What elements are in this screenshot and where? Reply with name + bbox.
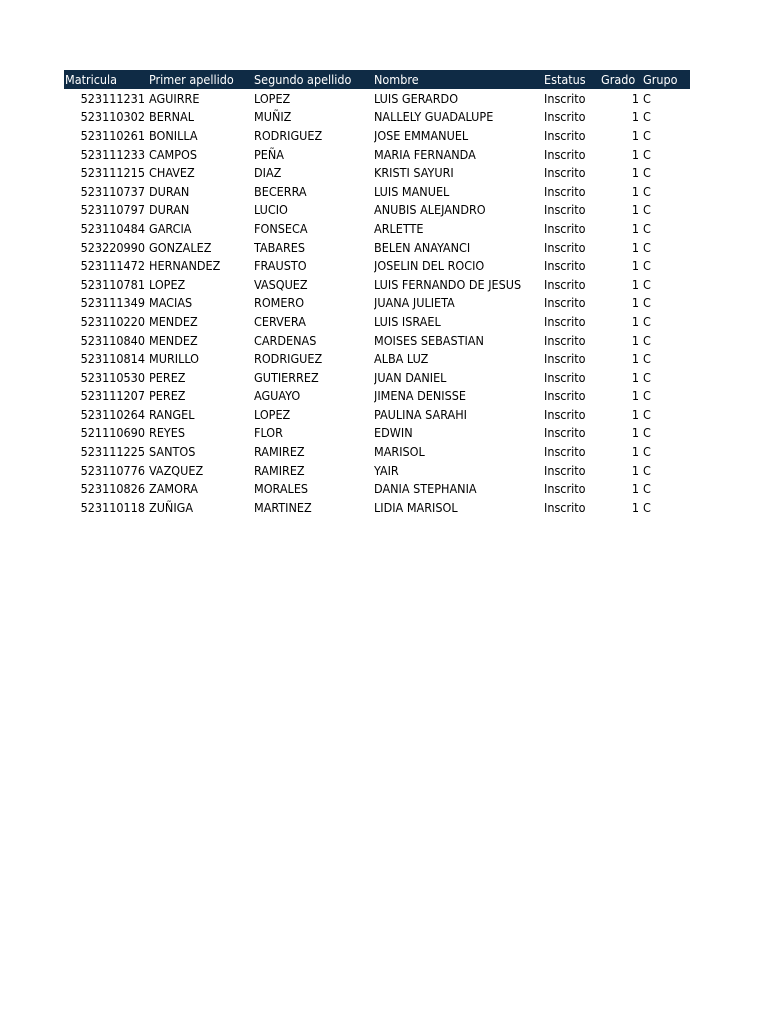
cell-estatus: Inscrito [544, 220, 586, 236]
cell-grupo: C [643, 183, 651, 199]
cell-matricula: 523110530 [80, 369, 145, 385]
cell-nombre: LUIS GERARDO [374, 90, 459, 106]
cell-estatus: Inscrito [544, 369, 586, 385]
cell-estatus: Inscrito [544, 444, 586, 460]
cell-grado: 1 [631, 369, 639, 385]
cell-primer-apellido: DURAN [149, 183, 190, 199]
cell-grupo: C [643, 444, 651, 460]
cell-segundo-apellido: CARDENAS [254, 332, 317, 348]
cell-matricula: 523110220 [80, 313, 145, 329]
cell-nombre: MOISES SEBASTIAN [374, 332, 484, 348]
cell-grado: 1 [631, 444, 639, 460]
cell-nombre: NALLELY GUADALUPE [374, 109, 494, 125]
cell-estatus: Inscrito [544, 406, 586, 422]
cell-nombre: LUIS ISRAEL [374, 313, 441, 329]
cell-grado: 1 [631, 146, 639, 162]
cell-segundo-apellido: AGUAYO [254, 388, 301, 404]
cell-segundo-apellido: BECERRA [254, 183, 307, 199]
cell-matricula: 523110781 [80, 276, 145, 292]
cell-primer-apellido: MENDEZ [149, 313, 198, 329]
cell-segundo-apellido: FONSECA [254, 220, 308, 236]
cell-primer-apellido: PEREZ [149, 388, 186, 404]
cell-estatus: Inscrito [544, 258, 586, 274]
cell-grado: 1 [631, 406, 639, 422]
cell-grupo: C [643, 388, 651, 404]
cell-segundo-apellido: VASQUEZ [254, 276, 308, 292]
cell-grupo: C [643, 239, 651, 255]
cell-grado: 1 [631, 127, 639, 143]
cell-estatus: Inscrito [544, 109, 586, 125]
table-row [64, 405, 690, 424]
cell-matricula: 523110814 [80, 351, 145, 367]
cell-grado: 1 [631, 165, 639, 181]
cell-matricula: 523110118 [80, 499, 145, 515]
cell-grado: 1 [631, 313, 639, 329]
cell-primer-apellido: LOPEZ [149, 276, 186, 292]
cell-nombre: ARLETTE [374, 220, 424, 236]
table-row [64, 163, 690, 182]
cell-grupo: C [643, 146, 651, 162]
cell-nombre: MARIA FERNANDA [374, 146, 476, 162]
cell-primer-apellido: HERNANDEZ [149, 258, 221, 274]
cell-nombre: KRISTI SAYURI [374, 165, 454, 181]
table-row [64, 349, 690, 368]
cell-segundo-apellido: FLOR [254, 425, 283, 441]
cell-estatus: Inscrito [544, 313, 586, 329]
cell-primer-apellido: BERNAL [149, 109, 194, 125]
cell-segundo-apellido: FRAUSTO [254, 258, 307, 274]
cell-grado: 1 [631, 183, 639, 199]
table-header-row [64, 70, 690, 89]
table-row [64, 479, 690, 498]
table-row [64, 312, 690, 331]
cell-nombre: ANUBIS ALEJANDRO [374, 202, 486, 218]
cell-grupo: C [643, 425, 651, 441]
cell-segundo-apellido: LUCIO [254, 202, 288, 218]
cell-grupo: C [643, 332, 651, 348]
cell-matricula: 523110261 [80, 127, 145, 143]
table-row [64, 294, 690, 313]
table-row [64, 145, 690, 164]
cell-primer-apellido: AGUIRRE [149, 90, 200, 106]
cell-segundo-apellido: CERVERA [254, 313, 306, 329]
cell-estatus: Inscrito [544, 239, 586, 255]
cell-segundo-apellido: GUTIERREZ [254, 369, 319, 385]
cell-nombre: YAIR [374, 462, 399, 478]
cell-grado: 1 [631, 462, 639, 478]
cell-estatus: Inscrito [544, 351, 586, 367]
cell-nombre: LUIS FERNANDO DE JESUS [374, 276, 522, 292]
cell-nombre: MARISOL [374, 444, 425, 460]
cell-segundo-apellido: PEÑA [254, 146, 284, 162]
cell-grado: 1 [631, 258, 639, 274]
cell-segundo-apellido: LOPEZ [254, 406, 291, 422]
cell-primer-apellido: DURAN [149, 202, 190, 218]
cell-grado: 1 [631, 202, 639, 218]
cell-matricula: 523111349 [80, 295, 145, 311]
table-row [64, 368, 690, 387]
cell-primer-apellido: RANGEL [149, 406, 195, 422]
cell-grupo: C [643, 462, 651, 478]
cell-segundo-apellido: RAMIREZ [254, 444, 305, 460]
cell-grupo: C [643, 295, 651, 311]
cell-primer-apellido: BONILLA [149, 127, 198, 143]
cell-matricula: 523110737 [80, 183, 145, 199]
cell-segundo-apellido: ROMERO [254, 295, 305, 311]
header-matricula: Matricula [65, 72, 118, 87]
cell-grado: 1 [631, 425, 639, 441]
cell-estatus: Inscrito [544, 388, 586, 404]
cell-matricula: 523111231 [80, 90, 145, 106]
cell-estatus: Inscrito [544, 499, 586, 515]
cell-nombre: DANIA STEPHANIA [374, 481, 477, 497]
header-grupo: Grupo [643, 72, 678, 87]
cell-estatus: Inscrito [544, 276, 586, 292]
table-row [64, 424, 690, 443]
cell-grado: 1 [631, 239, 639, 255]
cell-nombre: LIDIA MARISOL [374, 499, 458, 515]
header-segundo-apellido: Segundo apellido [254, 72, 352, 87]
cell-grupo: C [643, 313, 651, 329]
cell-grado: 1 [631, 388, 639, 404]
cell-nombre: JUAN DANIEL [374, 369, 447, 385]
table-row [64, 219, 690, 238]
cell-primer-apellido: VAZQUEZ [149, 462, 204, 478]
cell-estatus: Inscrito [544, 127, 586, 143]
cell-segundo-apellido: MORALES [254, 481, 309, 497]
cell-primer-apellido: SANTOS [149, 444, 196, 460]
cell-estatus: Inscrito [544, 295, 586, 311]
cell-grupo: C [643, 369, 651, 385]
table-row [64, 387, 690, 406]
cell-matricula: 523110484 [80, 220, 145, 236]
header-estatus: Estatus [544, 72, 586, 87]
cell-segundo-apellido: RODRIGUEZ [254, 127, 323, 143]
cell-estatus: Inscrito [544, 425, 586, 441]
cell-primer-apellido: MURILLO [149, 351, 199, 367]
header-nombre: Nombre [374, 72, 419, 87]
student-table [64, 70, 690, 517]
table-row [64, 442, 690, 461]
cell-grupo: C [643, 258, 651, 274]
cell-primer-apellido: GARCIA [149, 220, 192, 236]
table-row [64, 498, 690, 517]
cell-grado: 1 [631, 332, 639, 348]
cell-grupo: C [643, 165, 651, 181]
cell-matricula: 523111207 [80, 388, 145, 404]
cell-grado: 1 [631, 90, 639, 106]
cell-matricula: 523110826 [80, 481, 145, 497]
cell-matricula: 523111215 [80, 165, 145, 181]
cell-grupo: C [643, 220, 651, 236]
cell-primer-apellido: REYES [149, 425, 186, 441]
cell-primer-apellido: PEREZ [149, 369, 186, 385]
cell-grado: 1 [631, 276, 639, 292]
cell-grado: 1 [631, 481, 639, 497]
header-primer-apellido: Primer apellido [149, 72, 234, 87]
cell-primer-apellido: ZUÑIGA [149, 499, 194, 515]
cell-grado: 1 [631, 220, 639, 236]
cell-grupo: C [643, 351, 651, 367]
cell-grupo: C [643, 202, 651, 218]
cell-estatus: Inscrito [544, 462, 586, 478]
cell-matricula: 523111233 [80, 146, 145, 162]
cell-grupo: C [643, 90, 651, 106]
cell-segundo-apellido: LOPEZ [254, 90, 291, 106]
cell-nombre: JOSELIN DEL ROCIO [374, 258, 485, 274]
cell-segundo-apellido: DIAZ [254, 165, 282, 181]
cell-primer-apellido: GONZALEZ [149, 239, 212, 255]
cell-estatus: Inscrito [544, 146, 586, 162]
table-body [64, 89, 690, 517]
cell-estatus: Inscrito [544, 332, 586, 348]
cell-grado: 1 [631, 351, 639, 367]
cell-grado: 1 [631, 109, 639, 125]
table-row [64, 89, 690, 108]
cell-nombre: PAULINA SARAHI [374, 406, 467, 422]
cell-grupo: C [643, 406, 651, 422]
cell-primer-apellido: MACIAS [149, 295, 193, 311]
cell-nombre: JIMENA DENISSE [374, 388, 466, 404]
cell-grupo: C [643, 481, 651, 497]
cell-matricula: 523110840 [80, 332, 145, 348]
table-row [64, 201, 690, 220]
table-row [64, 331, 690, 350]
cell-matricula: 523111472 [80, 258, 145, 274]
cell-nombre: BELEN ANAYANCI [374, 239, 471, 255]
cell-grado: 1 [631, 499, 639, 515]
cell-segundo-apellido: TABARES [254, 239, 306, 255]
cell-primer-apellido: CAMPOS [149, 146, 198, 162]
cell-segundo-apellido: MARTINEZ [254, 499, 312, 515]
cell-grupo: C [643, 109, 651, 125]
cell-grado: 1 [631, 295, 639, 311]
cell-nombre: ALBA LUZ [374, 351, 429, 367]
table-row [64, 275, 690, 294]
cell-estatus: Inscrito [544, 165, 586, 181]
cell-segundo-apellido: MUÑIZ [254, 109, 292, 125]
cell-grupo: C [643, 276, 651, 292]
cell-matricula: 523110797 [80, 202, 145, 218]
cell-estatus: Inscrito [544, 202, 586, 218]
cell-matricula: 523110302 [80, 109, 145, 125]
cell-primer-apellido: ZAMORA [149, 481, 198, 497]
cell-matricula: 523111225 [80, 444, 145, 460]
cell-grupo: C [643, 499, 651, 515]
cell-segundo-apellido: RAMIREZ [254, 462, 305, 478]
table-row [64, 126, 690, 145]
table-row [64, 108, 690, 127]
cell-nombre: EDWIN [374, 425, 413, 441]
cell-matricula: 523110264 [80, 406, 145, 422]
cell-matricula: 523220990 [80, 239, 145, 255]
cell-primer-apellido: MENDEZ [149, 332, 198, 348]
cell-matricula: 523110776 [80, 462, 145, 478]
cell-segundo-apellido: RODRIGUEZ [254, 351, 323, 367]
cell-estatus: Inscrito [544, 183, 586, 199]
cell-nombre: LUIS MANUEL [374, 183, 450, 199]
cell-nombre: JUANA JULIETA [374, 295, 455, 311]
table-row [64, 256, 690, 275]
cell-nombre: JOSE EMMANUEL [374, 127, 469, 143]
cell-estatus: Inscrito [544, 481, 586, 497]
cell-grupo: C [643, 127, 651, 143]
table-row [64, 182, 690, 201]
cell-estatus: Inscrito [544, 90, 586, 106]
table-row [64, 461, 690, 480]
table-row [64, 238, 690, 257]
cell-matricula: 521110690 [80, 425, 145, 441]
header-grado: Grado [601, 72, 636, 87]
cell-primer-apellido: CHAVEZ [149, 165, 195, 181]
